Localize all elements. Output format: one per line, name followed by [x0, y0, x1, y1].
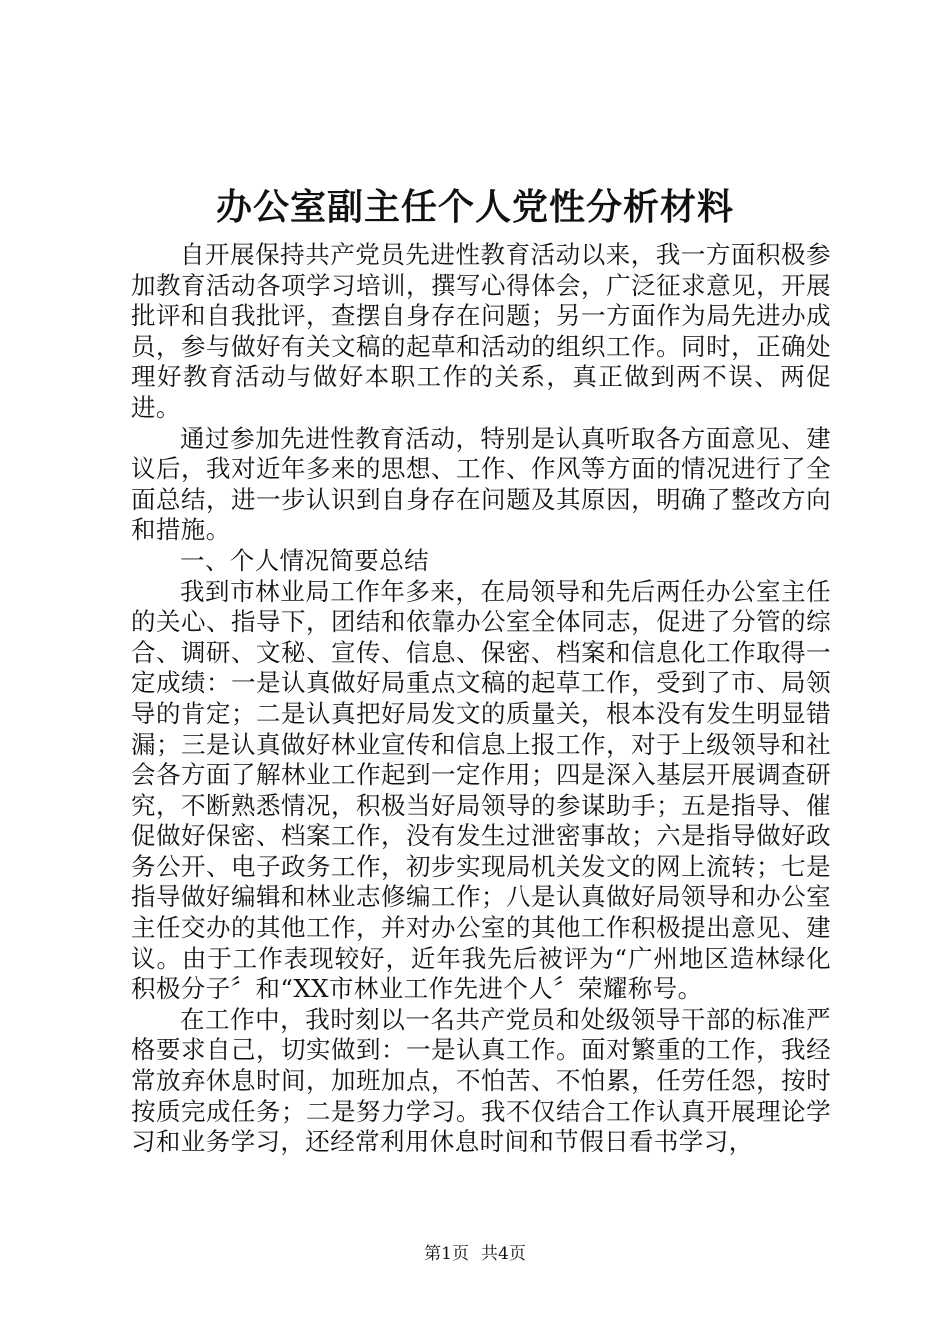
page-total: 共4页 — [481, 1244, 526, 1264]
document-body — [131, 240, 831, 1158]
paragraph-summary: 通过参加先进性教育活动，特别是认真听取各方面意见、建议后，我对近年多来的思想、工作、作风等方面的情况进行了全面总结，进一步认识到自身存在问题及其原因，明确了整改方向和措施。 — [131, 423, 831, 545]
document-title: 办公室副主任个人党性分析材料 — [215, 187, 734, 228]
page-footer — [0, 1243, 950, 1265]
paragraph-self-discipline: 在工作中，我时刻以一名共产党员和处级领导干部的标准严格要求自己，切实做到：一是认真工作。面对繁重的工作，我经常放弃休息时间，加班加点，不怕苦、不怕累，任劳任怨，按时按质完成任务；二是努力学习。我不仅结合工作认真开展理论学习和业务学习，还经常利用休息时间和节假日看书学习， — [131, 1004, 831, 1157]
section-heading: 一、个人情况简要总结 — [180, 545, 429, 575]
paragraph-intro: 自开展保持共产党员先进性教育活动以来，我一方面积极参加教育活动各项学习培训，撰写心得体会，广泛征求意见，开展批评和自我批评，查摆自身存在问题；另一方面作为局先进办成员，参与做好有关文稿的起草和活动的组织工作。同时，正确处理好教育活动与做好本职工作的关系，真正做到两不误、两促进。 — [131, 240, 831, 422]
paragraph-work-record: 我到市林业局工作年多来，在局领导和先后两任办公室主任的关心、指导下，团结和依靠办公室全体同志，促进了分管的综合、调研、文秘、宣传、信息、保密、档案和信息化工作取得一定成绩：一是认真做好局重点文稿的起草工作，受到了市、局领导的肯定；二是认真把好局发文的质量关，根本没有发生明显错漏；三是认真做好林业宣传和信息上报工作，对于上级领导和社会各方面了解林业工作起到一定作用；四是深入基层开展调查研究，不断熟悉情况，积极当好局领导的参谋助手；五是指导、催促做好保密、档案工作，没有发生过泄密事故；六是指导做好政务公开、电子政务工作，初步实现局机关发文的网上流转；七是指导做好编辑和林业志修编工作；八是认真做好局领导和办公室主任交办的其他工作，并对办公室的其他工作积极提出意见、建议。由于工作表现较好，近年我先后被评为“广州地区造林绿化积极分子〞和“XX市林业工作先进个人〞荣耀称号。 — [131, 576, 831, 1004]
page-number: 第1页 — [424, 1244, 469, 1264]
